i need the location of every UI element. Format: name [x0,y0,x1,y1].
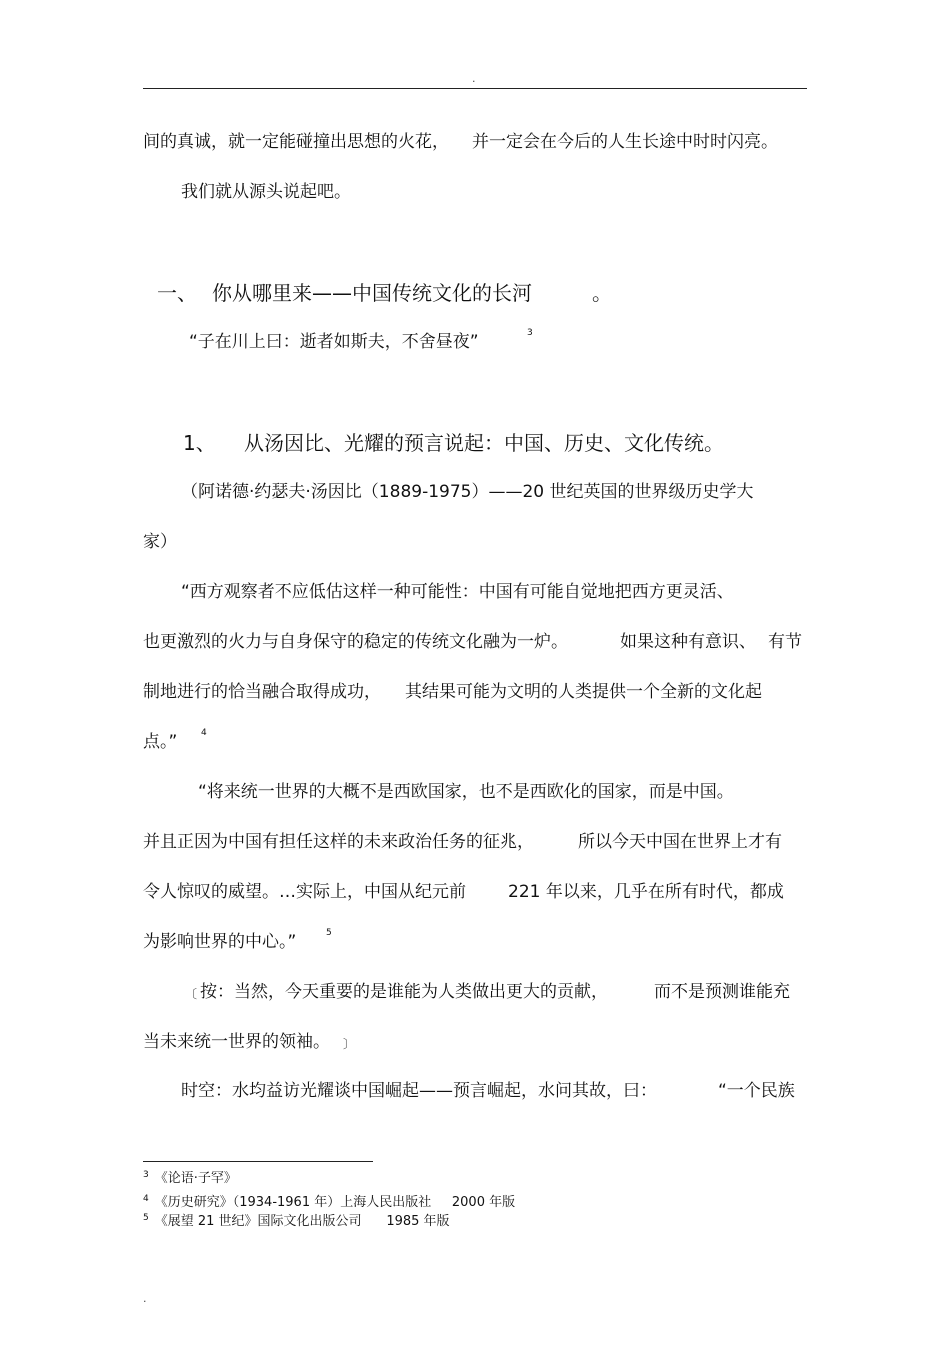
text-line: 如果这种有意识、 [620,632,756,652]
footnote-text: 《展望 21 世纪》国际文化出版公司 1985 年版 [154,1214,450,1229]
footnote-ref: 5 [326,928,332,938]
text-line: 家） [143,532,177,552]
footnote-number: 5 [143,1213,149,1223]
text-line: 当未来统一世界的领袖。 [143,1032,330,1052]
header-mark: . [472,72,476,85]
text-line: 而不是预测谁能充 [654,982,790,1002]
text-line: 也更激烈的火力与自身保守的稳定的传统文化融为一炉。 [143,632,568,652]
footnote-ref: 3 [527,328,533,338]
text-line: 有节 [768,632,802,652]
text-line: 按：当然，今天重要的是谁能为人类做出更大的贡献， [200,982,608,1002]
text-line: “将来统一世界的大概不是西欧国家，也不是西欧化的国家，而是中国。 [198,782,734,802]
section-heading-number: 一、 [157,281,197,305]
footnote-number: 4 [143,1194,149,1204]
text-line: 并且正因为中国有担任这样的未来政治任务的征兆， [143,832,534,852]
text-line: 点。” [143,732,178,752]
text-line: 令人惊叹的威望。…实际上，中国从纪元前 [143,882,466,902]
footnote-text: 《论语·子罕》 [154,1171,237,1186]
footnote-ref: 4 [201,728,207,738]
footnote-item [143,1214,450,1229]
text-line: 间的真诚，就一定能碰撞出思想的火花， [143,132,449,152]
text-line: 为影响世界的中心。” [143,932,297,952]
text-line: （阿诺德·约瑟夫·汤因比（1889-1975）——20 世纪英国的世界级历史学大 [181,482,754,502]
section-heading-end: 。 [592,281,612,305]
bracket-close: 〕 [343,1037,356,1051]
text-line: 221 年以来，几乎在所有时代，都成 [508,882,784,902]
text-line: 时空：水均益访光耀谈中国崛起——预言崛起，水问其故，曰： [181,1081,657,1101]
text-line: 我们就从源头说起吧。 [181,182,351,202]
text-line: 所以今天中国在世界上才有 [578,832,782,852]
footnote-text: 《历史研究》（1934-1961 年）上海人民出版社 2000 年版 [154,1195,516,1210]
text-line: 制地进行的恰当融合取得成功， [143,682,381,702]
text-line: “一个民族 [718,1081,795,1101]
header-rule [143,88,807,89]
subsection-heading: 从汤因比、光耀的预言说起：中国、历史、文化传统。 [244,431,724,455]
footnote-number: 3 [143,1170,149,1180]
subsection-number: 1、 [183,431,216,455]
footnote-rule [143,1161,373,1162]
footer-mark: . [143,1292,147,1305]
text-line: 其结果可能为文明的人类提供一个全新的文化起 [405,682,762,702]
footnote-item [143,1195,515,1210]
text-line: “西方观察者不应低估这样一种可能性：中国有可能自觉地把西方更灵活、 [181,582,734,602]
footnote-item [143,1171,237,1186]
section-heading: 你从哪里来——中国传统文化的长河 [212,281,532,305]
bracket-open: 〔 [185,987,198,1001]
quote-line: “子在川上曰：逝者如斯夫，不舍昼夜” [189,332,479,352]
text-line: 并一定会在今后的人生长途中时时闪亮。 [472,132,778,152]
